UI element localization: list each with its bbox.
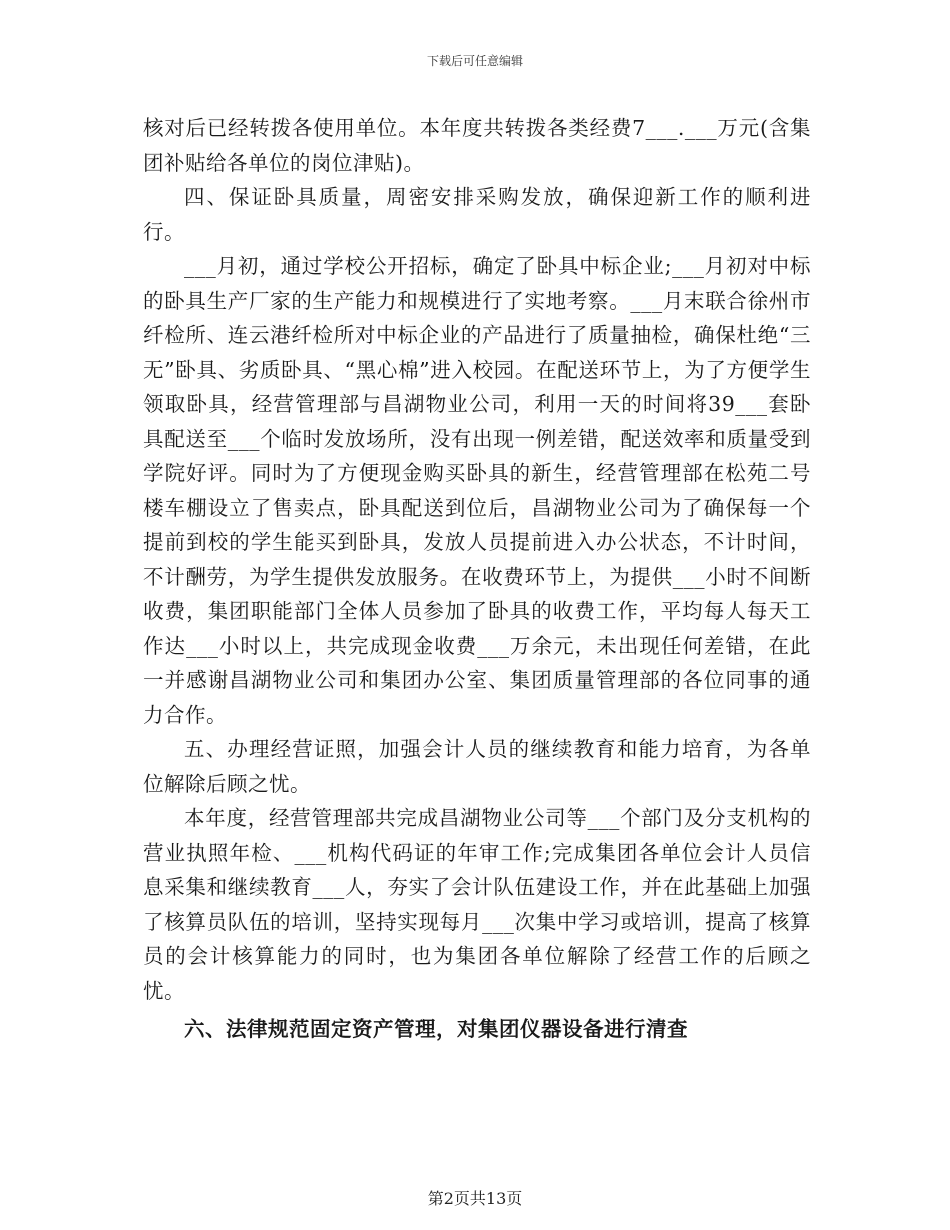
- section-heading-five: 五、办理经营证照，加强会计人员的继续教育和能力培育，为各单位解除后顾之忧。: [143, 737, 811, 796]
- paragraph-bedding: ___月初，通过学校公开招标，确定了卧具中标企业;___月初对中标的卧具生产厂家的生产能力和规模进行了实地考察。___月末联合徐州市纤检所、连云港纤检所对中标企业的产品进行了质量抽检，确保杜绝“三无”卧具、劣质卧具、“黑心棉”进入校园。在配送环节上，为了方便学生领取卧具，经营管理部与昌湖物业公司，利用一天的时间将39___套卧具配送至___个临时发放场所，没有出现一例差错，配送效率和质量受到学院好评。同时为了方便现金购买卧具的新生，经营管理部在松苑二号楼车棚设立了售卖点，卧具配送到位后，昌湖物业公司为了确保每一个提前到校的学生能买到卧具，发放人员提前进入办公状态，不计时间，不计酬劳，为学生提供发放服务。在收费环节上，为提供___小时不间断收费，集团职能部门全体人员参加了卧具的收费工作，平均每人每天工作达___小时以上，共完成现金收费___万余元，未出现任何差错，在此一并感谢昌湖物业公司和集团办公室、集团质量管理部的各位同事的通力合作。: [143, 254, 811, 727]
- section-heading-six: 六、法律规范固定资产管理，对集团仪器设备进行清查: [184, 1017, 688, 1041]
- section-heading-four: 四、保证卧具质量，周密安排采购发放，确保迎新工作的顺利进行。: [143, 185, 811, 244]
- page-number: 第2页共13页: [427, 1189, 523, 1208]
- paragraph-licenses: 本年度，经营管理部共完成昌湖物业公司等___个部门及分支机构的营业执照年检、___机构代码证的年审工作;完成集团各单位会计人员信息采集和继续教育___人，夯实了会计队伍建设工作，并在此基础上加强了核算员队伍的培训，坚持实现每月___次集中学习或培训，提高了核算员的会计核算能力的同时，也为集团各单位解除了经营工作的后顾之忧。: [143, 806, 811, 1003]
- paragraph-funds: 核对后已经转拨各使用单位。本年度共转拨各类经费7___.___万元(含集团补贴给各单位的岗位津贴)。: [143, 116, 811, 175]
- document-body: [143, 111, 811, 1047]
- page-header-note: 下载后可任意编辑: [426, 54, 523, 68]
